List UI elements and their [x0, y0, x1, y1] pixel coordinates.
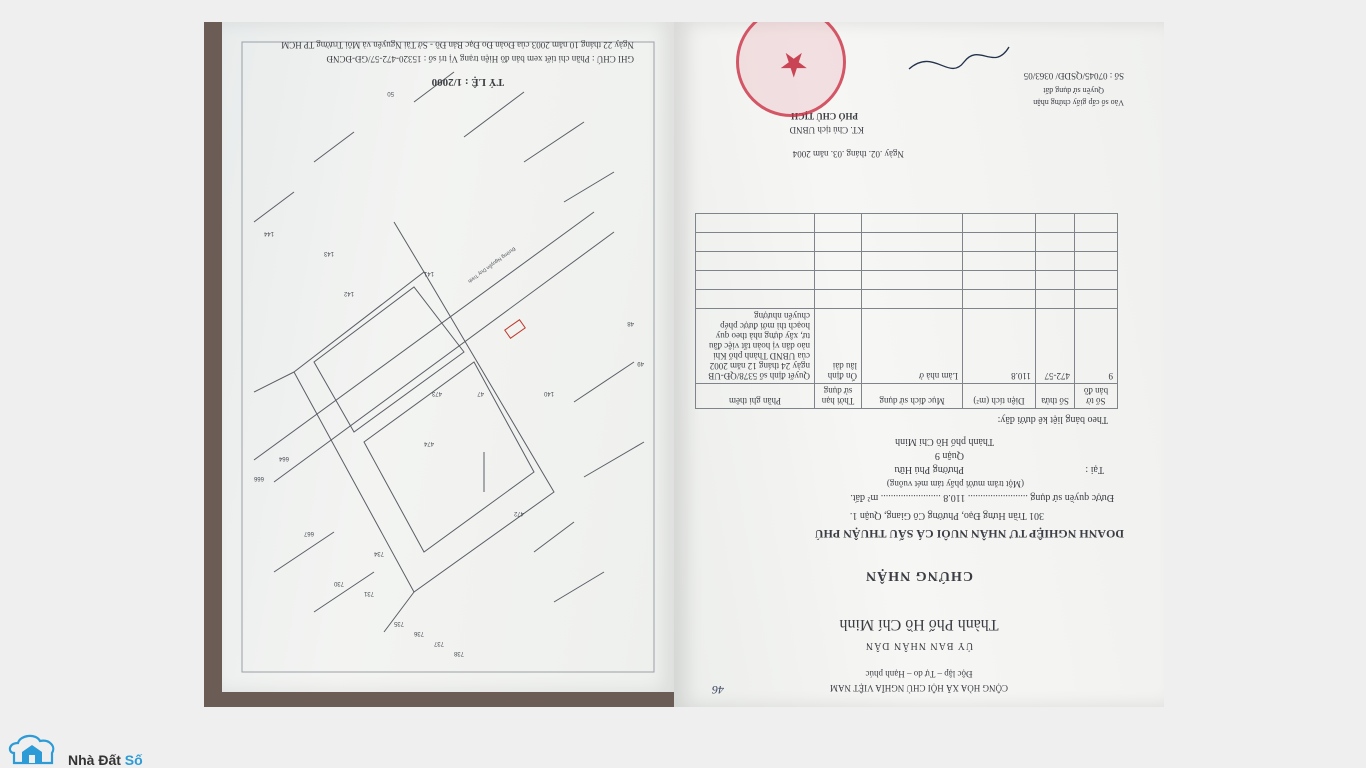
map-note-line: GHI CHÚ : Phần chi tiết xem bản đồ Hiện trạng Vị trí số : 15320-472-57/GĐ-ĐCNĐ [326, 54, 634, 64]
parcel-number: 47 [477, 390, 484, 396]
parcel-number: 738 [453, 650, 464, 656]
table-cell: 110.8 [963, 309, 1036, 384]
signer-role: KT. Chủ tịch UBND [789, 125, 864, 135]
certificate-title: CHỨNG NHẬN [865, 568, 973, 583]
parcel-number: 472 [513, 510, 524, 516]
national-header: CỘNG HÒA XÃ HỘI CHỦ NGHĨA VIỆT NAM [830, 683, 1008, 693]
parcel-number: 737 [433, 640, 444, 646]
parcel-number: 730 [333, 580, 344, 586]
land-table [695, 213, 1118, 409]
parcel-number: 736 [413, 630, 424, 636]
table-header: Mục đích sử dụng [862, 384, 963, 409]
parcel-number: 666 [253, 475, 264, 481]
parcel-number: 50 [387, 90, 394, 96]
signer-title: PHÓ CHỦ TỊCH [791, 111, 858, 121]
parcel-number: 49 [637, 360, 644, 366]
official-stamp [736, 22, 846, 117]
map-note-line: Ngày 22 tháng 10 năm 2003 của Đoàn Đo Đạc Bản Đồ - Sở Tài Nguyên và Môi Trường TP HCM [281, 40, 634, 50]
table-cell: 9 [1075, 309, 1118, 384]
brand-name-accent: Số [124, 752, 143, 768]
parcel-number: 664 [278, 455, 289, 461]
registry-number: Số : 07045/QSDĐ/ 0363/05 [1023, 71, 1124, 81]
parcel-number: 667 [303, 530, 314, 536]
area-words: (Một trăm mười phẩy tám mét vuông) [886, 479, 1024, 489]
map-page [222, 22, 674, 692]
land-certificate-photo [204, 22, 1164, 707]
parcel-number: 143 [323, 250, 334, 256]
table-header: Thời hạn sử dụng [815, 384, 862, 409]
parcel-number: 735 [393, 620, 404, 626]
map-scale: TỶ LỆ : 1/2000 [431, 76, 504, 88]
date-line: Ngày .02. tháng .03. năm 2004 [792, 149, 904, 159]
city-name: Thành Phố Hồ Chí Minh [839, 616, 999, 633]
parcel-number: 48 [627, 320, 634, 326]
table-header: Số thửa [1036, 384, 1075, 409]
table-cell: Làm nhà ở [862, 309, 963, 384]
national-motto: Độc lập – Tự do – Hạnh phúc [865, 669, 973, 679]
owner-name: DOANH NGHIỆP TƯ NHÂN NUÔI CÁ SẤU THUẬN PHÚ [814, 527, 1124, 541]
area-line: Được quyền sử dụng ........................ 110.8 ........................ m² đất. [850, 492, 1114, 503]
handwritten-page-number: 46 [712, 683, 724, 697]
parcel-number: 731 [363, 590, 374, 596]
district-name: Quận 9 [934, 450, 964, 461]
parcel-number: 144 [263, 230, 274, 236]
table-intro: Theo bảng liệt kê dưới đây: [997, 414, 1108, 425]
cadastral-map [222, 22, 674, 692]
parcel-number: 140 [543, 390, 554, 396]
location-label: Tại : [1085, 464, 1104, 475]
street-label: Đường Nguyễn Duy Trinh [466, 245, 517, 284]
brand-name [68, 752, 143, 768]
parcel-number: 734 [373, 550, 384, 556]
table-header: Diện tích (m²) [963, 384, 1036, 409]
table-cell: Ổn định lâu dài [815, 309, 862, 384]
ward-name: Phường Phú Hữu [894, 464, 964, 475]
parcel-number: 474 [423, 440, 434, 446]
parcel-number: 473 [431, 390, 442, 396]
brand-name-main: Nhà Đất [68, 752, 125, 768]
owner-address: 301 Trần Hưng Đạo, Phường Cô Giang, Quận 1. [849, 510, 1044, 521]
star-icon: ★ [778, 45, 809, 83]
registry-line: Quyền sử dụng đất [1043, 86, 1104, 95]
city-line: Thành phố Hồ Chí Minh [895, 436, 994, 447]
parcel-number: 142 [343, 290, 354, 296]
signature [904, 37, 1014, 77]
table-cell: Quyết định số 5378/QĐ-UB ngày 24 tháng 12 năm 2002 của UBND Thành phố Khi nào dân vị hoàn tất việc đầu tư, xây dựng nhà theo quy hoạch thì mới được phép chuyển nhượng [696, 309, 815, 384]
table-header: Phần ghi thêm [696, 384, 815, 409]
parcel-number: 141 [423, 270, 434, 276]
table-cell: 472-57 [1036, 309, 1075, 384]
committee-name: ỦY BAN NHÂN DÂN [864, 640, 974, 651]
certificate-page [674, 22, 1164, 707]
table-header: Số tờ bản đồ [1075, 384, 1118, 409]
registry-line: Vào sổ cấp giấy chứng nhận [1033, 98, 1124, 107]
